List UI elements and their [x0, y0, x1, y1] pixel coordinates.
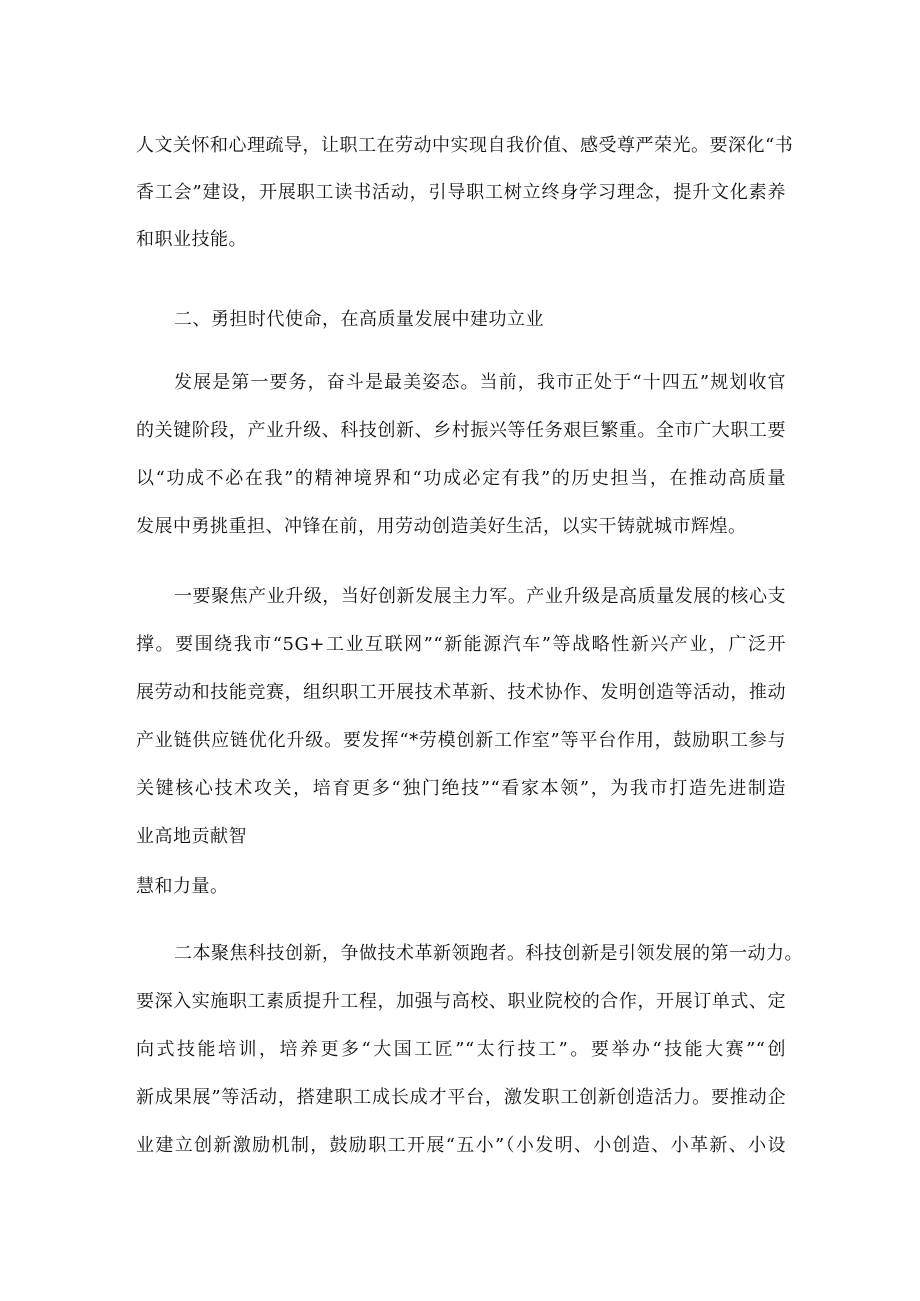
section-heading: 二、勇担时代使命，在高质量发展中建功立业 — [174, 309, 544, 330]
paragraph-line: 关键核心技术攻关，培育更多“独门绝技”“看家本领”，为我市打造先进制造 — [136, 778, 786, 799]
paragraph-line: 以“功成不必在我”的精神境界和“功成必定有我”的历史担当，在推动高质量 — [136, 468, 786, 489]
paragraph-line: 二本聚焦科技创新，争做技术革新领跑者。科技创新是引领发展的第一动力。 — [174, 943, 803, 964]
paragraph-line: 要深入实施职工素质提升工程，加强与高校、职业院校的合作，开展订单式、定 — [136, 991, 786, 1012]
paragraph-line: 的关键阶段，产业升级、科技创新、乡村振兴等任务艰巨繁重。全市广大职工要 — [136, 420, 786, 441]
paragraph-line: 人文关怀和心理疏导，让职工在劳动中实现自我价值、感受尊严荣光。要深化“书 — [136, 135, 794, 156]
paragraph-line: 撑。要围绕我市“5G+工业互联网”“新能源汽车”等战略性新兴产业，广泛开 — [136, 634, 786, 655]
paragraph-line: 业高地贡献智 — [136, 826, 247, 847]
paragraph-line: 业建立创新激励机制，鼓励职工开展“五小”（小发明、小创造、小革新、小设 — [136, 1135, 786, 1156]
paragraph-line: 新成果展”等活动，搭建职工成长成才平台，激发职工创新创造活力。要推动企 — [136, 1087, 786, 1108]
paragraph-line: 香工会”建设，开展职工读书活动，引导职工树立终身学习理念，提升文化素养 — [136, 182, 786, 203]
paragraph-line: 发展中勇挑重担、冲锋在前，用劳动创造美好生活，以实干铸就城市辉煌。 — [136, 516, 747, 537]
paragraph-line: 发展是第一要务，奋斗是最美姿态。当前，我市正处于“十四五”规划收官 — [174, 372, 786, 393]
paragraph-line: 产业链供应链优化升级。要发挥“*劳模创新工作室”等平台作用，鼓励职工参与 — [136, 730, 786, 751]
paragraph-line: 慧和力量。 — [136, 876, 229, 897]
paragraph-line: 和职业技能。 — [136, 229, 247, 250]
paragraph-line: 展劳动和技能竞赛，组织职工开展技术革新、技术协作、发明创造等活动，推动 — [136, 682, 786, 703]
paragraph-line: 向式技能培训，培养更多“大国工匠”“太行技工”。要举办“技能大赛”“创 — [136, 1039, 786, 1060]
paragraph-line: 一要聚焦产业升级，当好创新发展主力军。产业升级是高质量发展的核心支 — [174, 586, 786, 607]
